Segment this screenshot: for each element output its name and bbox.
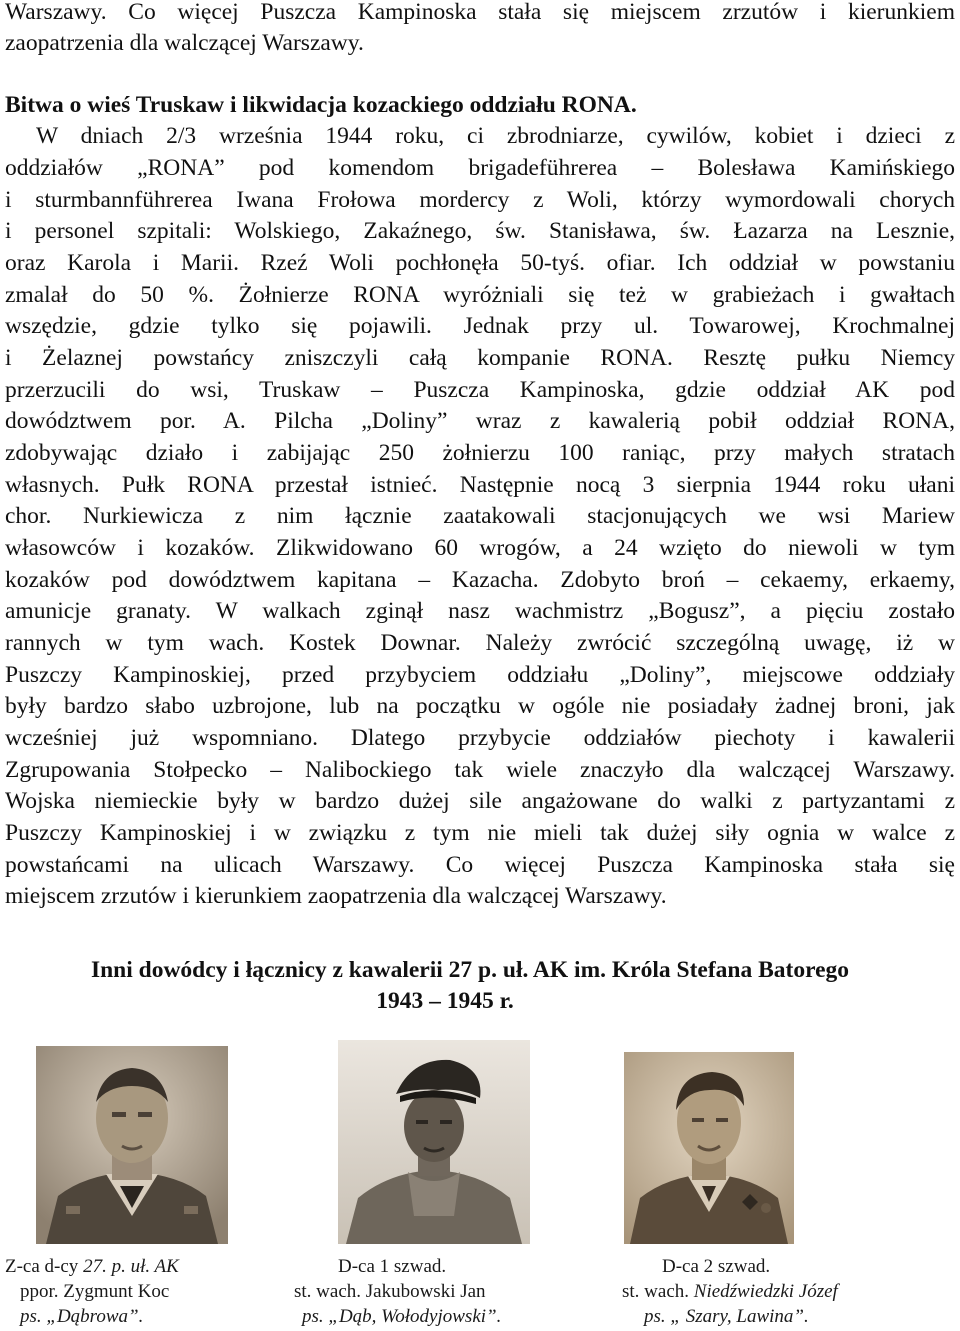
text-line: własnych. Pułk RONA przestał istnieć. Następnie nocą 3 sierpnia 1944 roku ułani <box>5 472 955 498</box>
text-line: i personel szpitali: Wolskiego, Zakaźnego, św. Stanisława, św. Łazarza na Lesznie, <box>5 218 955 244</box>
text-line: zdobywając działo i zabijając 250 żołnierzu 100 raniąc, przy małych stratach <box>5 440 955 466</box>
portrait-photo-niedzwiedzki <box>624 1052 794 1244</box>
text-line: W dniach 2/3 września 1944 roku, ci zbrodniarze, cywilów, kobiet i dzieci z <box>36 123 955 149</box>
caption-alias-1: ps. „Dąbrowa”. <box>20 1306 144 1327</box>
text-line: zmalał do 50 %. Żołnierze RONA wyróżniali się też w grabieżach i gwałtach <box>5 282 955 308</box>
caption-role-1: Z-ca d-cy 27. p. uł. AK <box>5 1256 179 1277</box>
text-line: i Żelaznej powstańcy zniszczyli całą kompanie RONA. Resztę pułku Niemcy <box>5 345 955 371</box>
text-line: powstańcami na ulicach Warszawy. Co więcej Puszcza Kampinoska stała się <box>5 852 955 878</box>
caption-role-2: D-ca 1 szwad. <box>338 1256 447 1277</box>
caption-name-3: st. wach. Niedźwiedzki Józef <box>622 1281 838 1302</box>
section-title: Bitwa o wieś Truskaw i likwidacja kozackiego oddziału RONA. <box>5 92 637 118</box>
text-line: własowców i kozaków. Zlikwidowano 60 wrogów, a 24 wzięto do niewoli w tym <box>5 535 955 561</box>
text-line: chor. Nurkiewicza z nim łącznie zaatakowali stacjonujących we wsi Mariew <box>5 503 955 529</box>
portrait-photo-jakubowski <box>338 1040 530 1244</box>
text-line: amunicje granaty. W walkach zginął nasz wachmistrz „Bogusz”, a pięciu zostało <box>5 598 955 624</box>
caption-role-3: D-ca 2 szwad. <box>662 1256 771 1277</box>
text-line: oddziałów „RONA” pod komendom brigadeführerea – Bolesława Kamińskiego <box>5 155 955 181</box>
text-line: miejscem zrzutów i kierunkiem zaopatrzenia dla walczącej Warszawy. <box>5 883 667 909</box>
text-line: Puszczy Kampinoskiej i w związku z tym nie mieli tak dużej siły ognia w walce z <box>5 820 955 846</box>
text-line: kozaków pod dowództwem kapitana – Kazacha. Zdobyto broń – cekaemy, erkaemy, <box>5 567 955 593</box>
section-heading: Inni dowódcy i łącznicy z kawalerii 27 p. uł. AK im. Króla Stefana Batorego <box>90 957 850 983</box>
text-line: Warszawy. Co więcej Puszcza Kampinoska stała się miejscem zrzutów i kierunkiem <box>5 0 955 25</box>
text-line: zaopatrzenia dla walczącej Warszawy. <box>5 30 364 56</box>
caption-name-2: st. wach. Jakubowski Jan <box>294 1281 486 1302</box>
text-line: i sturmbannführerea Iwana Frołowa mordercy z Woli, którzy wymordowali chorych <box>5 187 955 213</box>
text-line: Zgrupowania Stołpecko – Nalibockiego tak wiele znaczyło dla walczącej Warszawy. <box>5 757 955 783</box>
text-line: rannych w tym wach. Kostek Downar. Należy zwrócić szczególną uwagę, iż w <box>5 630 955 656</box>
text-line: przerzucili do wsi, Truskaw – Puszcza Kampinoska, gdzie oddział AK pod <box>5 377 955 403</box>
text-line: wcześniej już wspomniano. Dlatego przybycie oddziałów piechoty i kawalerii <box>5 725 955 751</box>
text-line: Puszczy Kampinoskiej, przed przybyciem oddziału „Doliny”, miejscowe oddziały <box>5 662 955 688</box>
text-line: dowództwem por. A. Pilcha „Doliny” wraz z kawalerią pobił oddział RONA, <box>5 408 955 434</box>
caption-alias-3: ps. „ Szary, Lawina”. <box>644 1306 809 1327</box>
caption-alias-2: ps. „Dąb, Wołodyjowski”. <box>302 1306 502 1327</box>
text-line: Wojska niemieckie były w bardzo dużej sile angażowane do walki z partyzantami z <box>5 788 955 814</box>
text-line: były bardzo słabo uzbrojone, lub na początku w ogóle nie posiadały żadnej broni, jak <box>5 693 955 719</box>
text-line: oraz Karola i Marii. Rzeź Woli pochłonęła 50-tyś. ofiar. Ich oddział w powstaniu <box>5 250 955 276</box>
portrait-photo-koc <box>36 1046 228 1244</box>
caption-name-1: ppor. Zygmunt Koc <box>20 1281 170 1302</box>
section-heading-years: 1943 – 1945 r. <box>376 988 514 1014</box>
text-line: wszędzie, gdzie tylko się pojawili. Jednak przy ul. Towarowej, Krochmalnej <box>5 313 955 339</box>
